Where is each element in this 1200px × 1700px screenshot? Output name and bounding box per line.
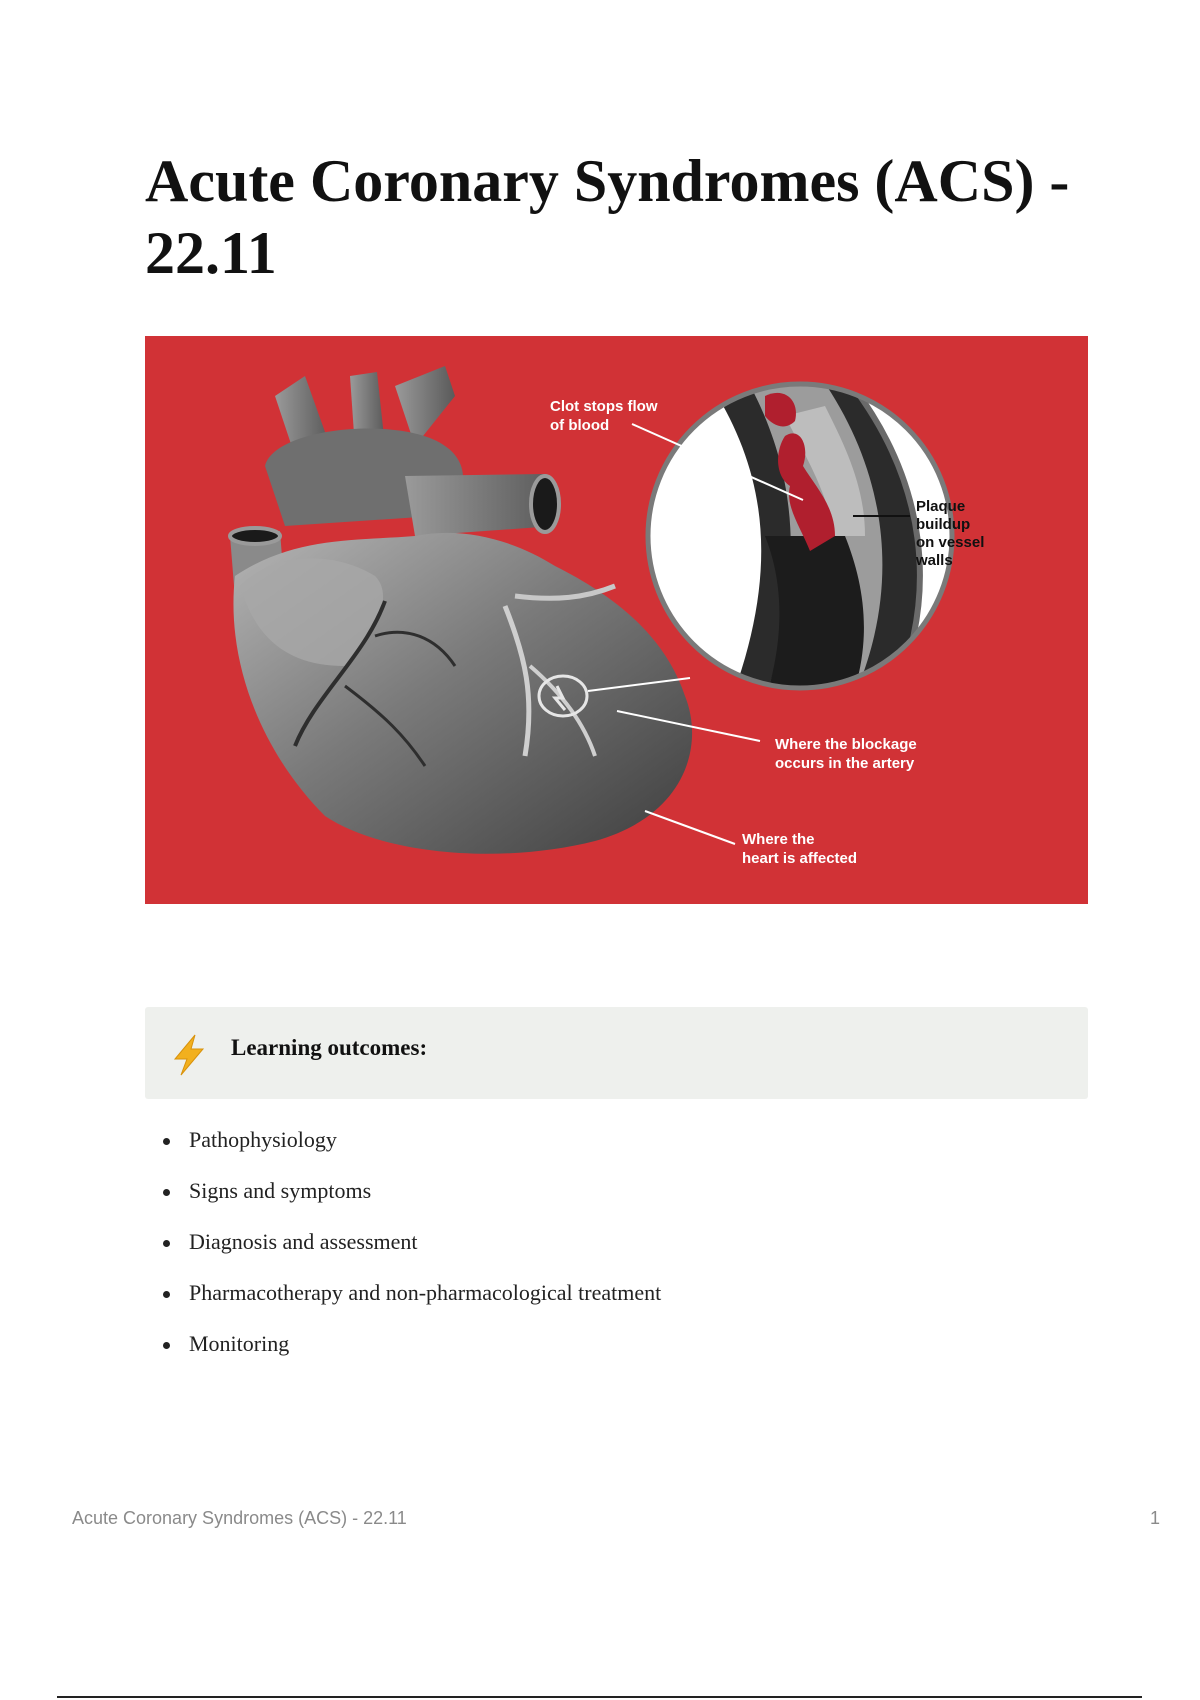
page-title: Acute Coronary Syndromes (ACS) - 22.11 (145, 148, 1070, 286)
footer-document-title: Acute Coronary Syndromes (ACS) - 22.11 (72, 1508, 407, 1528)
list-item: Monitoring (189, 1329, 661, 1359)
page-bottom-divider (57, 1696, 1142, 1698)
list-item: Diagnosis and assessment (189, 1227, 661, 1257)
blockage-label-line2: occurs in the artery (775, 755, 915, 772)
list-item: Pathophysiology (189, 1125, 661, 1155)
clot-label-line2: of blood (550, 417, 610, 434)
learning-outcomes-callout (145, 1007, 1088, 1099)
lightning-bolt-icon (169, 1033, 209, 1077)
affected-label-line1: Where the (742, 831, 815, 848)
outcomes-list (145, 1125, 661, 1380)
clot-label-line1: Clot stops flow (550, 398, 658, 415)
plaque-label-line4: walls (916, 552, 953, 569)
heart-blockage-illustration (145, 336, 1088, 904)
blockage-label-line1: Where the blockage (775, 736, 917, 753)
plaque-label-line2: buildup (916, 516, 971, 533)
list-item: Signs and symptoms (189, 1176, 661, 1206)
list-item: Pharmacotherapy and non-pharmacological treatment (189, 1278, 661, 1308)
footer-page-number: 1 (1149, 1508, 1160, 1528)
heart-shape (230, 366, 692, 854)
affected-label-line2: heart is affected (742, 850, 858, 867)
plaque-label-line1: Plaque (916, 498, 966, 515)
plaque-label-line3: on vessel (916, 534, 985, 551)
heart-diagram-svg (145, 336, 1088, 904)
callout-label: Learning outcomes: (231, 1035, 428, 1060)
